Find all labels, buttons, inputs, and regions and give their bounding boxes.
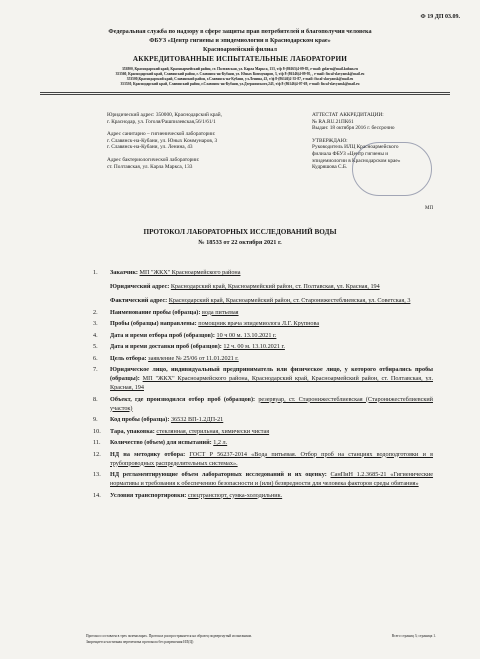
org-name: ФБУЗ «Центр гигиены и эпидемиологии в Краснодарском крае» xyxy=(149,37,331,44)
list-item: Юридический адрес: Краснодарский край, Красноармейский район, ст. Полтавская, ул. Красная, 194 xyxy=(110,283,380,290)
address-line-3: 353500,Краснодарский край, Славянский район, г.Славянск-на-Кубани, ул.Ленина, 43, т/ф 8-(86146)2-35-87, e-mail: fiscal-slavyansk@mail.ru xyxy=(126,77,354,81)
list-item: 5. Дата и время доставки проб (образцов): 12 ч. 00 м. 13.10.2021 г. xyxy=(93,343,285,350)
legal-address: Юридический адрес: 350000, Краснодарский край, г. Краснодар, ул. Гоголя/Рашпилевская,56/1/61/1 xyxy=(107,112,222,125)
accreditation-certificate: АТТЕСТАТ АККРЕДИТАЦИИ: № RA.RU.21ПК61 Выдан: 18 октября 2016 г. бессрочно xyxy=(312,112,395,132)
footer-note: Протокол составлен в трех экземплярах. Протокол распространяется на образец подвергнутый испытаниям. xyxy=(86,634,252,638)
seal-stamp xyxy=(352,142,432,196)
list-item: 10. Тара, упаковка: стеклянная, стерильная, химически чистая xyxy=(93,427,270,435)
footer-note: Запрещается частичная перепечатка протокола без разрешения ИЛ(Ц) xyxy=(86,639,194,644)
list-item: 6. Цель отбора: заявление № 25/06 от 11.01.2021 г. xyxy=(93,354,239,362)
bacteriological-lab-address: Адрес бактериологической лаборатории: ст. Полтавская, ул. Карла Маркса, 133 xyxy=(107,156,200,170)
sanitary-lab-address: Адрес санитарно – гигиенической лаборатории: г. Славянск-на-Кубани, ул. Юных Коммунаров, 3 г. Славянск-на-Кубани, ул. Ленина, 43 xyxy=(107,131,218,151)
address-line-4: 353530, Краснодарский край, Славянский район, г.Славянск-на-Кубани, ул.Дзержинского,243, т/ф 8-(86146)4-07-69, e-mail: fiscal-slavyansk@mail.ru xyxy=(120,82,360,86)
branch-name: Красноармейский филиал xyxy=(203,46,277,53)
lab-title: АККРЕДИТОВАННЫЕ ИСПЫТАТЕЛЬНЫЕ ЛАБОРАТОРИИ xyxy=(132,55,348,63)
header-divider xyxy=(40,92,450,93)
footer xyxy=(86,634,436,645)
list-item: 13. НД регламентирующие объем лабораторных исследований и их оценку: СанПиН 1.2.3685-21 «Гигиенические нормативы и требования к обеспечению безопасности и (или) безвредности для человека факторов среды обитания» xyxy=(93,471,434,487)
protocol-title: ПРОТОКОЛ ЛАБОРАТОРНЫХ ИССЛЕДОВАНИЙ ВОДЫ xyxy=(143,228,337,236)
address-line-1: 353800, Краснодарский край, Красноармейский район, ст. Полтавская, ул. Карла Маркса, 133, т/ф 8-(86165)4-09-83, e-mail: gsfarm@mail.kuban.ru xyxy=(121,67,359,71)
list-item: 2. Наименование пробы (образца): вода питьевая xyxy=(93,308,239,316)
list-item: Фактический адрес: Краснодарский край, Красноармейский район, ст. Старонижестеблиевская, ул. Советская, 3 xyxy=(110,297,411,304)
list-item: 11. Количество (объем) для испытаний: 1,2 л. xyxy=(93,439,228,446)
page-count: Всего страниц 3; страница 1. xyxy=(391,634,436,638)
approval-block: УТВЕРЖДАЮ: Руководитель ИЛЦ Красноармейского филиала ФБУЗ «Центр гигиены и эпидемиологии в Краснодарском крае» Кудряшова С.Б. xyxy=(312,137,401,171)
list-item: 1. Заказчик: МП "ЖКХ" Красноармейского района xyxy=(93,269,241,276)
seal-place-label: МП xyxy=(425,206,434,211)
address-line-2: 353560, Краснодарский край, Славянский район, г. Славянск-на-Кубани, ул. Юных Коммунаров, 3, т/ф 8-(86146)4-09-95, , e-mail: fiscal-slavyansk@mail.ru xyxy=(115,72,365,76)
protocol-number: № 18533 от 22 октября 2021 г. xyxy=(198,239,282,246)
list-item: 14. Условия транспортировки: спецтранспорт, сумка-холодильник. xyxy=(93,491,283,499)
list-item: 9. Код пробы (образца): 36532 ВП-1.2ДП-21 xyxy=(93,416,224,423)
protocol-items xyxy=(93,268,433,502)
form-code: Ф 19 ДП 03.09. xyxy=(420,14,460,20)
list-item: 4. Дата и время отбора проб (образцов): 10 ч 00 м. 13.10.2021 г. xyxy=(93,331,277,339)
header-divider xyxy=(40,94,450,95)
list-item: 8. Объект, где производился отбор проб (образцов): резервуар, ст. Старонижестеблиевская (Старонижестеблиевский участок) xyxy=(93,395,433,412)
lab-addresses xyxy=(107,112,307,176)
list-item: 3. Пробы (образцы) направлены: помощник врача эпидемиолога Л.Г. Крупнова xyxy=(93,320,320,327)
list-item: 7. Юридическое лицо, индивидуальный предприниматель или физическое лицо, у которого отбирались пробы (образцы): МП "ЖКХ" Красноармейского района, Краснодарский край, Красноармейский район, ст. Полтавская, ул. Красная, 194 xyxy=(93,366,433,391)
agency-name: Федеральная служба по надзору в сфере защиты прав потребителей и благополучия человека xyxy=(108,28,372,35)
list-item: 12. НД на методику отбора: ГОСТ Р 56237-2014 «Вода питьевая. Отбор проб на станциях водоподготовки и в трубопроводных распределительных системах». xyxy=(93,450,433,467)
